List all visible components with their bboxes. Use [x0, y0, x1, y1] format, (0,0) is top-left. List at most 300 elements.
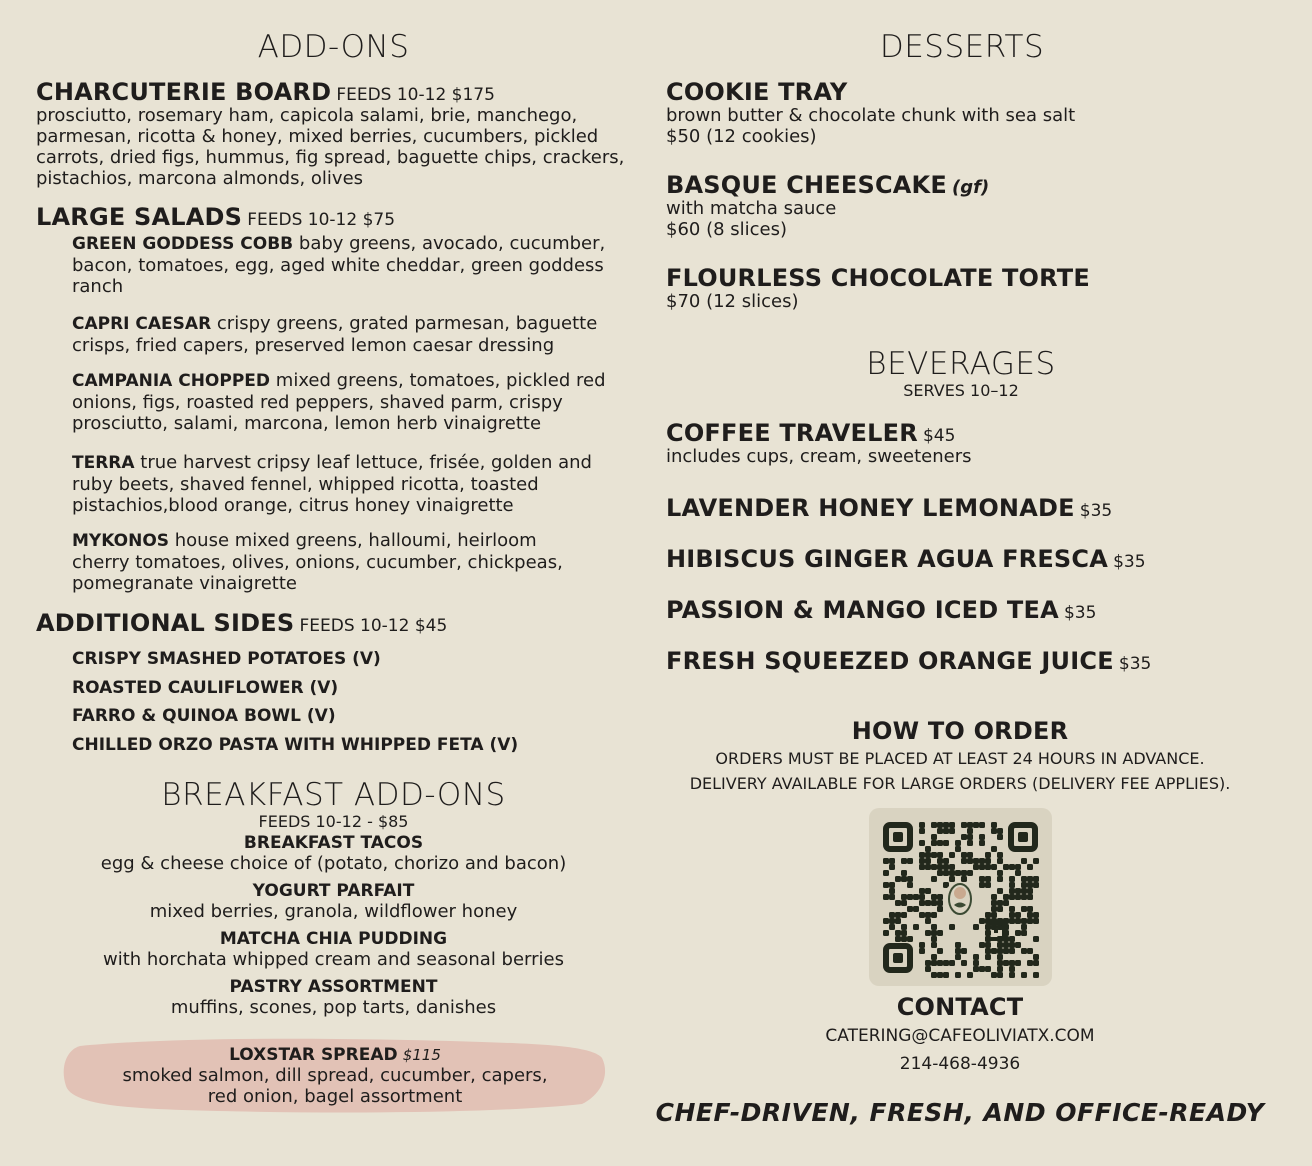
beverage-item: [666, 495, 1286, 521]
dessert-item: [666, 79, 1266, 147]
addons-heading-wrap: [36, 29, 631, 65]
qr-module: [979, 966, 985, 972]
qr-module: [1033, 912, 1039, 918]
beverage-description: includes cups, cream, sweeteners: [666, 446, 972, 468]
qr-module: [889, 894, 895, 900]
how-to-order: [640, 718, 1280, 796]
qr-module: [967, 972, 973, 978]
qr-module: [991, 828, 997, 834]
qr-module: [985, 948, 991, 954]
qr-module: [949, 870, 955, 876]
salad-name: MYKONOS: [72, 531, 170, 551]
qr-module: [985, 852, 991, 858]
qr-module: [937, 906, 943, 912]
qr-module: [1021, 894, 1027, 900]
qr-module: [931, 954, 937, 960]
qr-module: [985, 882, 991, 888]
qr-module: [967, 834, 973, 840]
beverages-heading-wrap: [666, 346, 1256, 400]
beverage-price: $35: [1118, 654, 1152, 674]
qr-module: [973, 966, 979, 972]
qr-module: [967, 870, 973, 876]
beverage-price: $45: [922, 426, 956, 446]
salad-item: [72, 452, 612, 516]
qr-module: [931, 900, 937, 906]
breakfast-item-name: BREAKFAST TACOS: [243, 833, 424, 853]
loxstar-line2: red onion, bagel assortment: [207, 1086, 463, 1107]
desserts-heading: DESSERTS: [879, 29, 1045, 65]
qr-module: [931, 936, 937, 942]
qr-module: [979, 822, 985, 828]
qr-module: [955, 942, 961, 948]
qr-module: [1027, 906, 1033, 912]
qr-module: [955, 972, 961, 978]
qr-module: [961, 948, 967, 954]
beverage-name: FRESH SQUEEZED ORANGE JUICE: [666, 647, 1114, 675]
qr-module: [1021, 972, 1027, 978]
charcuterie-description: prosciutto, rosemary ham, capicola salami, brie, manchego, parmesan, ricotta & honey, mixed berries, cucumbers, pickled carrots, dried figs, hummus, fig spread, baguette chips, crackers, pistachios, marcona almonds, olives: [36, 105, 625, 190]
qr-module: [1009, 918, 1015, 924]
breakfast-item-description: with horchata whipped cream and seasonal berries: [102, 949, 564, 970]
salad-description: baby greens, avocado, cucumber, bacon, tomatoes, egg, aged white cheddar, green goddess ranch: [72, 233, 606, 297]
breakfast-heading: BREAKFAST ADD-ONS: [161, 777, 506, 813]
qr-module: [955, 948, 961, 954]
qr-module: [1021, 930, 1027, 936]
sides-meta: FEEDS 10-12 $45: [299, 616, 448, 636]
qr-module: [985, 966, 991, 972]
qr-module: [895, 918, 901, 924]
qr-module: [1009, 864, 1015, 870]
qr-module: [1015, 912, 1021, 918]
breakfast-item-name: MATCHA CHIA PUDDING: [219, 929, 448, 949]
dessert-line2: $60 (8 slices): [666, 219, 788, 241]
qr-module: [931, 972, 937, 978]
qr-module: [997, 888, 1003, 894]
qr-module: [937, 948, 943, 954]
qr-module: [979, 864, 985, 870]
qr-code[interactable]: [869, 808, 1052, 986]
qr-module: [997, 906, 1003, 912]
salads-header: [36, 204, 395, 230]
qr-module: [883, 894, 889, 900]
loxstar-name: LOXSTAR SPREAD: [229, 1045, 398, 1065]
qr-code-icon: [869, 808, 1052, 986]
qr-module: [997, 900, 1003, 906]
qr-module: [1009, 888, 1015, 894]
qr-module: [1021, 906, 1027, 912]
breakfast-item-name: YOGURT PARFAIT: [252, 881, 415, 901]
beverage-name: LAVENDER HONEY LEMONADE: [666, 494, 1075, 522]
qr-module: [1027, 876, 1033, 882]
qr-module: [997, 870, 1003, 876]
breakfast-item-name: PASTRY ASSORTMENT: [229, 977, 438, 997]
qr-module: [943, 840, 949, 846]
qr-module: [973, 864, 979, 870]
qr-module: [931, 864, 937, 870]
qr-module: [901, 870, 907, 876]
qr-module: [1033, 918, 1039, 924]
qr-module: [883, 882, 889, 888]
order-line1: ORDERS MUST BE PLACED AT LEAST 24 HOURS IN ADVANCE.: [715, 749, 1205, 769]
qr-module: [961, 858, 967, 864]
contact-phone[interactable]: 214-468-4936: [899, 1054, 1021, 1075]
qr-module: [1015, 960, 1021, 966]
beverage-item: [666, 597, 1286, 623]
qr-module: [997, 954, 1003, 960]
qr-module: [931, 960, 937, 966]
salad-item: [72, 370, 624, 434]
qr-module: [901, 936, 907, 942]
qr-module: [997, 972, 1003, 978]
qr-module: [913, 906, 919, 912]
qr-module: [997, 966, 1003, 972]
qr-module: [937, 822, 943, 828]
charcuterie-title: CHARCUTERIE BOARD: [36, 78, 332, 106]
qr-module: [895, 936, 901, 942]
qr-module: [997, 960, 1003, 966]
dessert-item: [666, 265, 1266, 312]
beverage-item: [666, 648, 1286, 674]
side-item: FARRO & QUINOA BOWL (V): [72, 706, 336, 726]
qr-module: [889, 882, 895, 888]
qr-module: [1009, 906, 1015, 912]
qr-module: [937, 930, 943, 936]
beverage-item: [666, 546, 1286, 572]
dessert-name: FLOURLESS CHOCOLATE TORTE: [666, 264, 1090, 292]
qr-module: [943, 864, 949, 870]
qr-module: [1033, 960, 1039, 966]
qr-module: [979, 876, 985, 882]
qr-module: [1003, 864, 1009, 870]
dessert-line2: $50 (12 cookies): [666, 126, 817, 148]
qr-module: [1027, 882, 1033, 888]
qr-module: [925, 888, 931, 894]
qr-module: [919, 942, 925, 948]
qr-module: [979, 942, 985, 948]
qr-module: [949, 828, 955, 834]
dessert-item: [666, 172, 1266, 240]
loxstar-item: [62, 1045, 608, 1107]
salad-item: [72, 313, 624, 356]
qr-module: [913, 894, 919, 900]
qr-module: [985, 954, 991, 960]
breakfast-item-description: mixed berries, granola, wildflower honey: [149, 901, 518, 922]
qr-module: [907, 894, 913, 900]
qr-module: [967, 840, 973, 846]
qr-module: [895, 930, 901, 936]
qr-module: [943, 858, 949, 864]
qr-module: [1021, 888, 1027, 894]
qr-module: [901, 912, 907, 918]
qr-module: [973, 822, 979, 828]
qr-module: [907, 882, 913, 888]
side-item: CRISPY SMASHED POTATOES (V): [72, 649, 381, 669]
qr-module: [1015, 888, 1021, 894]
order-heading: HOW TO ORDER: [851, 717, 1069, 745]
beverage-price: $35: [1063, 603, 1097, 623]
beverage-name: HIBISCUS GINGER AGUA FRESCA: [666, 545, 1109, 573]
qr-module: [1009, 948, 1015, 954]
qr-module: [919, 888, 925, 894]
qr-module: [895, 900, 901, 906]
dessert-line1: $70 (12 slices): [666, 291, 799, 313]
qr-module: [1027, 912, 1033, 918]
qr-module: [901, 900, 907, 906]
qr-module: [979, 882, 985, 888]
qr-module: [955, 840, 961, 846]
qr-module: [1027, 864, 1033, 870]
qr-module: [925, 918, 931, 924]
qr-module: [1021, 924, 1027, 930]
qr-module: [1009, 882, 1015, 888]
qr-module: [925, 912, 931, 918]
loxstar-price: $115: [402, 1046, 441, 1064]
qr-module: [895, 912, 901, 918]
qr-module: [943, 972, 949, 978]
qr-module: [991, 912, 997, 918]
qr-module: [1033, 972, 1039, 978]
qr-module: [1003, 900, 1009, 906]
qr-module: [1009, 936, 1015, 942]
qr-module: [943, 828, 949, 834]
side-item: ROASTED CAULIFLOWER (V): [72, 677, 339, 698]
qr-module: [1009, 960, 1015, 966]
salad-description: crispy greens, grated parmesan, baguette crisps, fried capers, preserved lemon caesar dressing: [72, 313, 598, 356]
qr-module: [985, 864, 991, 870]
qr-module: [949, 924, 955, 930]
qr-module: [895, 876, 901, 882]
qr-module: [931, 822, 937, 828]
qr-module: [937, 900, 943, 906]
beverages-heading: BEVERAGES: [866, 346, 1056, 382]
qr-module: [901, 924, 907, 930]
qr-module: [1015, 864, 1021, 870]
qr-module: [889, 918, 895, 924]
qr-module: [961, 852, 967, 858]
salads-title: LARGE SALADS: [36, 203, 243, 231]
qr-module: [883, 870, 889, 876]
qr-module: [931, 924, 937, 930]
qr-module: [901, 858, 907, 864]
dessert-line1: brown butter & chocolate chunk with sea salt: [666, 105, 1076, 127]
salad-description: mixed greens, tomatoes, pickled red onions, figs, roasted red peppers, shaved parm, crispy prosciutto, salami, marcona, lemon herb vinaigrette: [72, 370, 606, 434]
salad-name: TERRA: [72, 453, 135, 473]
qr-module: [1021, 918, 1027, 924]
qr-module: [949, 876, 955, 882]
qr-module: [961, 822, 967, 828]
qr-module: [967, 828, 973, 834]
qr-module: [901, 876, 907, 882]
qr-module: [997, 834, 1003, 840]
qr-module: [919, 828, 925, 834]
qr-module: [961, 960, 967, 966]
qr-module: [919, 852, 925, 858]
qr-module: [931, 852, 937, 858]
qr-module: [919, 900, 925, 906]
qr-module: [1015, 894, 1021, 900]
qr-module: [889, 924, 895, 930]
salad-name: CAPRI CAESAR: [72, 314, 212, 334]
qr-module: [997, 948, 1003, 954]
salad-item: [72, 233, 624, 297]
qr-module: [1033, 936, 1039, 942]
qr-module: [967, 852, 973, 858]
qr-module: [937, 864, 943, 870]
qr-module: [937, 828, 943, 834]
qr-module: [1021, 858, 1027, 864]
sides-list: [72, 645, 518, 759]
qr-module: [1015, 870, 1021, 876]
qr-module: [991, 846, 997, 852]
qr-module: [997, 858, 1003, 864]
qr-module: [925, 852, 931, 858]
qr-module: [889, 864, 895, 870]
qr-module: [907, 858, 913, 864]
qr-module: [1009, 966, 1015, 972]
salad-item: [72, 530, 592, 594]
dessert-line1: with matcha sauce: [666, 198, 837, 220]
tagline: CHEF-DRIVEN, FRESH, AND OFFICE-READY: [655, 1098, 1265, 1127]
dessert-tag: (gf): [952, 177, 990, 198]
salad-description: true harvest cripsy leaf lettuce, frisée, golden and ruby beets, shaved fennel, whipped ricotta, toasted pistachios,blood orange, citrus honey vinaigrette: [72, 452, 592, 516]
qr-module: [961, 834, 967, 840]
qr-module: [883, 858, 889, 864]
qr-module: [937, 960, 943, 966]
qr-module: [997, 876, 1003, 882]
beverage-coffee: [666, 420, 1266, 467]
side-item: CHILLED ORZO PASTA WITH WHIPPED FETA (V): [72, 734, 519, 755]
qr-module: [1015, 942, 1021, 948]
addons-heading: ADD-ONS: [257, 29, 410, 65]
contact-email[interactable]: CATERING@CAFEOLIVIATX.COM: [825, 1026, 1095, 1047]
qr-module: [991, 864, 997, 870]
contact-heading: CONTACT: [896, 993, 1024, 1021]
qr-module: [889, 858, 895, 864]
desserts-heading-wrap: [666, 29, 1258, 65]
qr-module: [931, 834, 937, 840]
qr-module: [919, 858, 925, 864]
qr-module: [949, 960, 955, 966]
loxstar-line1: smoked salmon, dill spread, cucumber, capers,: [122, 1065, 548, 1086]
qr-module: [889, 912, 895, 918]
qr-module: [943, 960, 949, 966]
sides-header: [36, 610, 447, 636]
qr-module: [1027, 960, 1033, 966]
salad-description: house mixed greens, halloumi, heirloom cherry tomatoes, olives, onions, cucumber, chickpeas, pomegranate vinaigrette: [72, 530, 563, 594]
qr-module: [985, 912, 991, 918]
breakfast-item-description: muffins, scones, pop tarts, danishes: [170, 997, 497, 1018]
qr-module: [925, 960, 931, 966]
qr-module: [949, 852, 955, 858]
qr-module: [925, 930, 931, 936]
qr-module: [991, 822, 997, 828]
qr-module: [937, 840, 943, 846]
qr-module: [937, 972, 943, 978]
qr-module: [1033, 882, 1039, 888]
qr-module: [1009, 894, 1015, 900]
qr-module: [919, 822, 925, 828]
qr-module: [1003, 894, 1009, 900]
dessert-name: COOKIE TRAY: [666, 78, 848, 106]
qr-module: [1015, 918, 1021, 924]
qr-module: [997, 828, 1003, 834]
qr-module: [967, 822, 973, 828]
qr-module: [1027, 894, 1033, 900]
qr-module: [931, 840, 937, 846]
qr-module: [979, 840, 985, 846]
qr-module: [991, 906, 997, 912]
sides-title: ADDITIONAL SIDES: [36, 609, 295, 637]
qr-module: [991, 972, 997, 978]
qr-module: [913, 924, 919, 930]
qr-module: [1027, 948, 1033, 954]
qr-module: [955, 870, 961, 876]
qr-module: [919, 894, 925, 900]
qr-module: [985, 942, 991, 948]
qr-module: [919, 840, 925, 846]
qr-module: [1033, 954, 1039, 960]
qr-module: [979, 834, 985, 840]
qr-module: [937, 858, 943, 864]
beverage-price: $35: [1113, 552, 1146, 572]
qr-module: [919, 912, 925, 918]
qr-module: [937, 852, 943, 858]
qr-module: [925, 966, 931, 972]
qr-module: [907, 876, 913, 882]
qr-module: [1027, 918, 1033, 924]
qr-module: [1027, 888, 1033, 894]
qr-module: [1033, 876, 1039, 882]
beverage-price: $35: [1079, 501, 1113, 521]
charcuterie-meta: FEEDS 10-12 $175: [336, 85, 495, 105]
qr-module: [925, 846, 931, 852]
qr-module: [907, 936, 913, 942]
qr-module: [979, 858, 985, 864]
qr-module: [1009, 876, 1015, 882]
qr-module: [931, 876, 937, 882]
qr-module: [1009, 942, 1015, 948]
qr-module: [949, 864, 955, 870]
qr-module: [919, 948, 925, 954]
qr-module: [931, 894, 937, 900]
qr-module: [967, 858, 973, 864]
qr-module: [1033, 858, 1039, 864]
qr-module: [973, 924, 979, 930]
qr-module: [925, 864, 931, 870]
breakfast-item-description: egg & cheese choice of (potato, chorizo and bacon): [100, 853, 567, 874]
qr-module: [955, 846, 961, 852]
qr-module: [931, 930, 937, 936]
salad-name: CAMPANIA CHOPPED: [72, 371, 271, 391]
qr-module: [1015, 930, 1021, 936]
beverage-name: COFFEE TRAVELER: [666, 419, 918, 447]
qr-module: [1021, 948, 1027, 954]
qr-module: [949, 822, 955, 828]
qr-module: [931, 912, 937, 918]
qr-module: [883, 930, 889, 936]
qr-module: [937, 870, 943, 876]
breakfast-meta: FEEDS 10-12 - $85: [258, 812, 409, 831]
qr-module: [1003, 948, 1009, 954]
contact-section: [760, 994, 1160, 1074]
charcuterie-section: [36, 79, 636, 189]
qr-module: [1021, 882, 1027, 888]
qr-module: [901, 930, 907, 936]
qr-module: [985, 858, 991, 864]
qr-module: [901, 894, 907, 900]
qr-module: [919, 864, 925, 870]
qr-module: [925, 858, 931, 864]
